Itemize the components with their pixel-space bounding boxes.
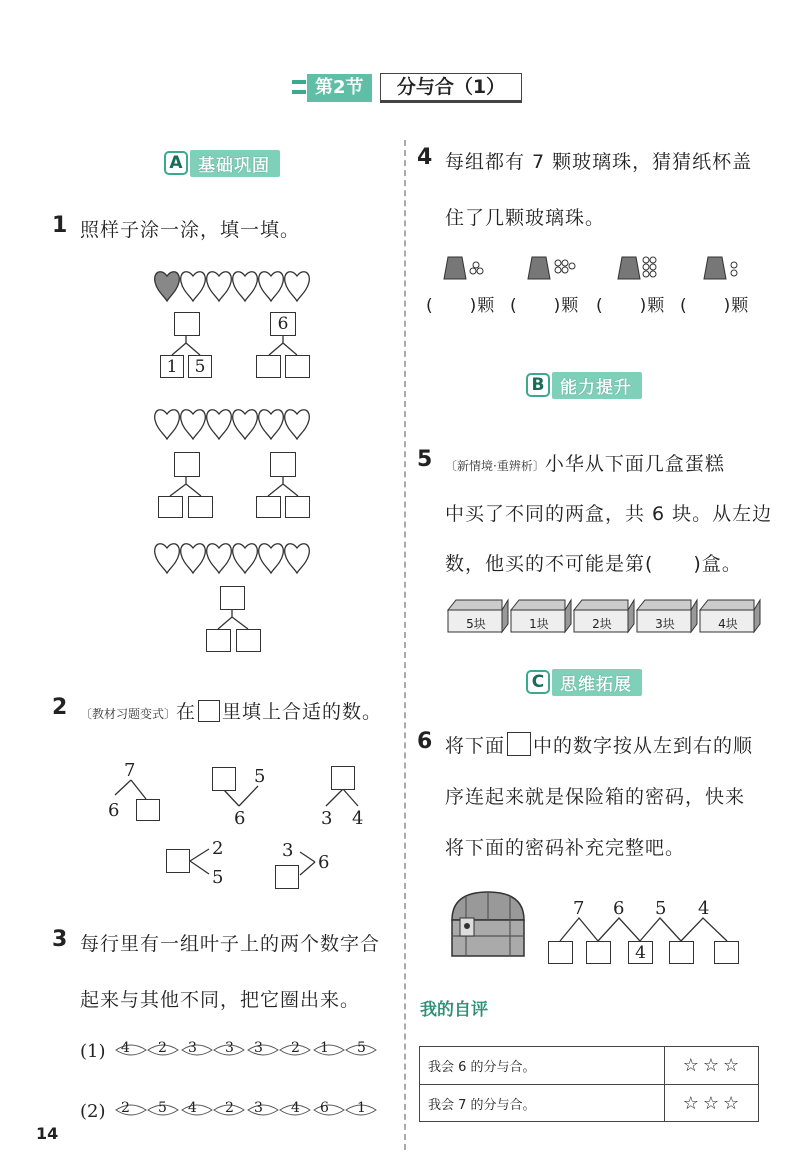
answer-box[interactable] xyxy=(136,799,160,821)
self-eval-title: 我的自评 xyxy=(420,1000,488,1020)
code-top-number: 5 xyxy=(655,898,667,919)
code-top-number: 4 xyxy=(698,898,710,919)
heart-icon xyxy=(207,544,232,573)
marble-icon xyxy=(555,260,561,266)
diagram-number: 4 xyxy=(352,808,364,829)
q1-hearts-row-3 xyxy=(150,540,330,580)
marble-icon xyxy=(562,267,568,273)
diagram-number: 6 xyxy=(234,808,246,829)
self-eval-row xyxy=(420,1047,758,1085)
marble-icon xyxy=(562,260,568,266)
cups-and-marbles xyxy=(440,253,780,283)
leaf-number: 2 xyxy=(121,1100,130,1116)
question-tag: 〔教材习题变式〕 xyxy=(80,707,177,721)
leaf-number: 5 xyxy=(357,1040,366,1056)
question-number: 2 xyxy=(52,695,68,720)
cup-icon xyxy=(528,257,550,279)
question-text: 住了几颗玻璃珠。 xyxy=(445,207,606,229)
star-rating[interactable]: ☆☆☆ xyxy=(682,1093,744,1114)
marble-icon xyxy=(569,263,575,269)
leaf-number: 3 xyxy=(254,1100,263,1116)
marble-icon xyxy=(555,267,561,273)
diagram-number: 3 xyxy=(321,808,333,829)
heart-icon xyxy=(207,410,232,439)
question-text: 每组都有 7 颗玻璃珠，猜猜纸杯盖 xyxy=(445,151,753,173)
diagram-number: 3 xyxy=(282,840,294,861)
heart-icon xyxy=(285,410,310,439)
marble-icon xyxy=(650,264,656,270)
star-rating[interactable]: ☆☆☆ xyxy=(682,1055,744,1076)
question-text: 数，他买的不可能是第( )盒。 xyxy=(445,553,742,575)
question-text: 起来与其他不同，把它圈出来。 xyxy=(80,989,361,1011)
question-text: 照样子涂一涂，填一填。 xyxy=(80,219,301,241)
question-text-part: 中的数字按从左到右的顺 xyxy=(533,735,754,757)
inline-box xyxy=(198,700,220,722)
section-label: 思维拓展 xyxy=(552,669,642,696)
section-c-heading xyxy=(526,669,642,695)
marble-icon xyxy=(731,270,737,276)
question-text xyxy=(80,697,382,724)
self-eval-item: 我会 6 的分与合。 xyxy=(428,1060,536,1075)
question-text: 中买了不同的两盒，共 6 块。从左边 xyxy=(445,503,773,525)
answer-box[interactable] xyxy=(285,496,310,518)
answer-box[interactable] xyxy=(174,312,200,336)
answer-blank[interactable]: ( )颗 xyxy=(426,296,496,316)
answer-box[interactable] xyxy=(212,767,236,791)
marble-icon xyxy=(470,268,476,274)
question-tag: 〔新情境·重辨析〕 xyxy=(445,459,545,473)
cake-box-label: 1块 xyxy=(529,617,549,631)
answer-box[interactable] xyxy=(586,941,611,964)
section-label: 基础巩固 xyxy=(190,150,280,177)
marble-icon xyxy=(643,257,649,263)
self-eval-row xyxy=(420,1085,758,1122)
leaf-number: 2 xyxy=(291,1040,300,1056)
question-number: 3 xyxy=(52,927,68,952)
answer-box[interactable] xyxy=(236,629,261,652)
cake-box-label: 3块 xyxy=(655,617,675,631)
heart-icon xyxy=(259,410,284,439)
treasure-chest-icon xyxy=(446,886,530,962)
leaf-number: 3 xyxy=(188,1040,197,1056)
page-title: 分与合（1） xyxy=(380,73,522,103)
answer-box[interactable] xyxy=(331,766,355,790)
marble-icon xyxy=(473,262,479,268)
answer-box[interactable] xyxy=(206,629,231,652)
diagram-number: 5 xyxy=(254,766,266,787)
diagram-number: 5 xyxy=(212,867,224,888)
heart-icon xyxy=(285,544,310,573)
leaf-number: 3 xyxy=(254,1040,263,1056)
table-divider xyxy=(664,1047,665,1121)
code-top-number: 7 xyxy=(573,898,585,919)
diagram-number: 6 xyxy=(108,800,120,821)
leaf-number: 5 xyxy=(158,1100,167,1116)
cup-icon xyxy=(618,257,640,279)
answer-box[interactable] xyxy=(158,496,183,518)
inline-box xyxy=(507,732,531,756)
question-number: 5 xyxy=(417,447,433,472)
self-eval-item: 我会 7 的分与合。 xyxy=(428,1098,536,1113)
self-eval-table xyxy=(419,1046,759,1122)
answer-box[interactable] xyxy=(548,941,573,964)
leaf-number: 6 xyxy=(320,1100,329,1116)
heart-icon xyxy=(181,544,206,573)
question-text-part: 小华从下面几盒蛋糕 xyxy=(544,453,725,475)
question-text-part: 里填上合适的数。 xyxy=(222,701,383,723)
question-text: 每行里有一组叶子上的两个数字合 xyxy=(80,933,381,955)
answer-blank[interactable]: ( )颗 xyxy=(680,296,750,316)
answer-box[interactable] xyxy=(220,586,245,610)
cake-box-label: 4块 xyxy=(718,617,738,631)
example-part-box: 5 xyxy=(188,355,212,378)
question-text: 序连起来就是保险箱的密码，快来 xyxy=(445,786,746,808)
row-label: (1) xyxy=(80,1041,106,1062)
section-letter: B xyxy=(526,373,550,397)
answer-box[interactable] xyxy=(174,452,200,477)
leaf-number: 4 xyxy=(188,1100,197,1116)
answer-box[interactable] xyxy=(256,496,281,518)
marble-icon xyxy=(643,271,649,277)
answer-box[interactable] xyxy=(270,452,296,477)
cup-icon xyxy=(444,257,466,279)
answer-blank[interactable]: ( )颗 xyxy=(596,296,666,316)
diagram-number: 2 xyxy=(212,838,224,859)
answer-box[interactable] xyxy=(256,355,281,378)
question-number: 4 xyxy=(417,145,433,170)
leaf-number: 1 xyxy=(357,1100,366,1116)
diagram-number: 7 xyxy=(124,760,136,781)
leaf-number: 1 xyxy=(320,1040,329,1056)
heart-icon xyxy=(233,410,258,439)
heart-icon xyxy=(181,410,206,439)
question-text-part: 将下面 xyxy=(445,735,506,757)
question-text xyxy=(445,731,753,758)
cake-box-label: 5块 xyxy=(466,617,486,631)
heart-icon xyxy=(155,410,180,439)
example-part-box: 1 xyxy=(160,355,184,378)
question-number: 1 xyxy=(52,213,68,238)
question-number: 6 xyxy=(417,729,433,754)
row-label: (2) xyxy=(80,1101,106,1122)
section-letter: C xyxy=(526,670,550,694)
answer-box[interactable] xyxy=(669,941,694,964)
marble-icon xyxy=(650,271,656,277)
marble-icon xyxy=(643,264,649,270)
answer-box[interactable] xyxy=(166,849,190,873)
cup-icon xyxy=(704,257,726,279)
diagram-number: 6 xyxy=(318,852,330,873)
code-filled-box: 4 xyxy=(628,941,653,964)
leaf-number: 3 xyxy=(225,1040,234,1056)
answer-box[interactable] xyxy=(285,355,310,378)
q1-hearts-row-2 xyxy=(150,406,330,446)
leaf-number: 4 xyxy=(291,1100,300,1116)
example-whole-box: 6 xyxy=(270,312,296,336)
question-text xyxy=(445,449,725,476)
heart-icon xyxy=(155,544,180,573)
heart-icon xyxy=(233,544,258,573)
answer-box[interactable] xyxy=(188,496,213,518)
answer-blank[interactable]: ( )颗 xyxy=(510,296,580,316)
marble-icon xyxy=(650,257,656,263)
leaf-number: 2 xyxy=(225,1100,234,1116)
heart-icon xyxy=(259,544,284,573)
answer-box[interactable] xyxy=(714,941,739,964)
cake-box-label: 2块 xyxy=(592,617,612,631)
marble-icon xyxy=(731,262,737,268)
section-b-heading xyxy=(526,372,642,398)
marble-icon xyxy=(477,268,483,274)
section-letter: A xyxy=(164,151,188,175)
code-top-number: 6 xyxy=(613,898,625,919)
section-label: 第2节 xyxy=(307,74,372,102)
question-text: 将下面的密码补充完整吧。 xyxy=(445,837,686,859)
question-text-part: 在 xyxy=(176,701,197,723)
page-number: 14 xyxy=(36,1124,59,1143)
section-label: 能力提升 xyxy=(552,372,642,399)
leaf-number: 4 xyxy=(121,1040,130,1056)
leaf-number: 2 xyxy=(158,1040,167,1056)
answer-box[interactable] xyxy=(275,865,299,889)
